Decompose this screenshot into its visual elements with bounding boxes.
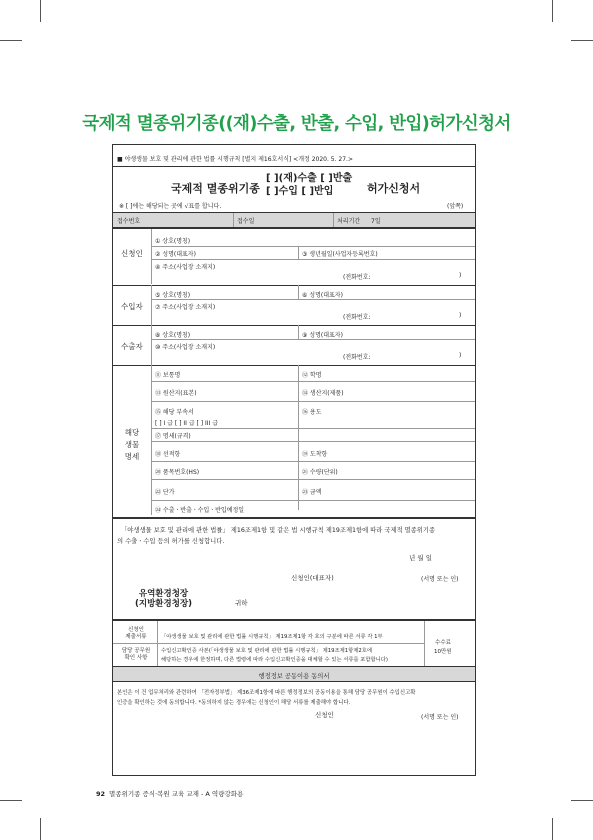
field-production-place: ⑭ 생산지(제품): [302, 390, 344, 397]
field-importer-phone: (전화번호:: [343, 314, 371, 321]
field-importer-phone-close: ): [459, 312, 462, 319]
field-unit-price: ㉒ 단가: [155, 489, 175, 496]
field-arrival-port: ⑲ 도착항: [302, 451, 328, 458]
divider: [151, 479, 475, 480]
divider: [151, 285, 152, 325]
date-line: 년 월 일: [409, 554, 432, 562]
fee-label: 수수료: [435, 640, 451, 646]
check-note: ※ [ ]에는 해당되는 곳에 √표를 합니다.: [119, 203, 222, 210]
page-side: (앞쪽): [447, 203, 464, 210]
docs-label-line: 신청인: [128, 627, 144, 633]
field-exporter-phone: (전화번호:: [343, 354, 371, 361]
receipt-date-label: 접수일: [237, 218, 255, 225]
field-exporter-phone-close: ): [459, 352, 462, 359]
field-importer-representative: ⑥ 성명(대표자): [302, 292, 343, 299]
divider: [151, 500, 475, 501]
page-title: 국제적 멸종위기종((재)수출, 반출, 수입, 반입)허가신청서: [82, 114, 511, 134]
application-form: [112, 144, 476, 776]
field-purpose: ⑯ 용도: [302, 409, 322, 416]
field-importer-company: ⑤ 상호(명칭): [155, 292, 191, 299]
divider: [113, 681, 475, 682]
section-species-line: 해당: [124, 428, 140, 437]
form-title-options: [266, 172, 352, 198]
divider: [113, 365, 475, 366]
docs-label-applicant: [117, 627, 155, 641]
field-quantity: ㉑ 수량(단위): [302, 469, 338, 476]
divider: [151, 339, 475, 340]
divider: [113, 285, 475, 286]
divider: [151, 325, 152, 365]
field-importer-address: ⑦ 주소(사업장 소재지): [155, 304, 216, 311]
crop-mark: [552, 818, 553, 840]
processing-period-value: 7일: [371, 218, 381, 225]
docs-text-official: 해당하는 경우에 한정하며, 다른 법령에 따라 수입신고확인증을 대체할 수 있는 서류를 포함합니다): [161, 657, 388, 663]
form-header-note: ■ 야생생물 보호 및 관리에 관한 법률 시행규칙 [별지 제16호서식] <개정 2020. 5. 27.>: [117, 156, 353, 163]
form-title-left: 국제적 멸종위기종: [171, 182, 260, 195]
crop-mark: [40, 0, 41, 22]
page-number: 92: [96, 790, 106, 798]
crop-mark: [0, 40, 22, 41]
form-title-option-export: [ ](재)수출 [ ]반출: [266, 173, 353, 184]
section-species-line: 명세: [124, 452, 140, 461]
field-loading-port: ⑱ 선적항: [155, 451, 181, 458]
field-appendix-options: [ ] I 급 [ ] II 급 [ ] III 급: [155, 420, 219, 427]
field-address: ④ 주소(사업장 소재지): [155, 264, 216, 271]
fee-value: 10만원: [434, 649, 452, 655]
docs-text-official: 수입신고확인증 사본(「야생생물 보호 및 관리에 관한 법률 시행규칙」 제19조제1항제2호에: [161, 648, 372, 654]
signer-label: 신청인(대표자): [291, 574, 334, 582]
field-birthdate: ③ 생년월일(사업자등록번호): [302, 251, 378, 258]
section-exporter: 수출자: [121, 342, 143, 351]
receipt-no-label: 접수번호: [117, 218, 141, 225]
crop-mark: [0, 800, 22, 801]
divider: [113, 227, 475, 229]
field-scheduled-date: ㉔ 수출ㆍ반출ㆍ수입ㆍ반입예정일: [155, 507, 245, 514]
divider: [113, 517, 475, 519]
section-species: [121, 427, 143, 463]
page-footer: [96, 789, 243, 798]
crop-mark: [552, 0, 553, 22]
divider: [151, 246, 475, 247]
divider: [424, 621, 425, 666]
field-specification: ⑰ 명세(규격): [155, 433, 191, 440]
divider: [298, 365, 299, 510]
divider: [113, 643, 424, 644]
divider: [298, 285, 299, 299]
divider: [298, 325, 299, 339]
divider: [333, 213, 334, 227]
recipient: [135, 589, 192, 609]
consent-text: 본인은 이 건 업무처리와 관련하여 「전자정부법」 제36조제1항에 따른 행정정보의 공동이용을 통해 담당 공무원이 수입신고확: [117, 690, 416, 696]
statement-line: 「야생생물 보호 및 관리에 관한 법률」 제16조제1항 및 같은 법 시행규칙 제19조제1항에 따라 국제적 멸종위기종: [121, 527, 436, 534]
form-title-right: 허가신청서: [367, 182, 421, 195]
processing-period-label: 처리기간: [337, 218, 361, 225]
docs-text-applicant: 「야생생물 보호 및 관리에 관한 법률 시행규칙」 제19조제1항 각 호의 구분에 따른 서류 각 1부: [161, 634, 383, 640]
recipient-line: (지방환경청장): [135, 599, 193, 609]
divider: [113, 325, 475, 326]
divider: [113, 619, 475, 621]
divider: [298, 246, 299, 259]
crop-mark: [571, 40, 593, 41]
form-title-option-import: [ ]수입 [ ]반입: [266, 186, 334, 197]
statement-line: 의 수출ㆍ수입 등의 허가를 신청합니다.: [117, 538, 225, 545]
consent-signer: 신청인: [315, 711, 334, 719]
recipient-line: 유역환경청장: [138, 589, 189, 599]
docs-label-line: 제출서류: [125, 634, 147, 640]
divider: [151, 229, 152, 284]
divider: [113, 212, 475, 213]
field-origin: ⑬ 원산지(표본): [155, 390, 197, 397]
field-phone-close: ): [459, 272, 462, 279]
docs-label-line: 확인 사항: [124, 655, 148, 661]
sign-note: (서명 또는 인): [421, 576, 459, 583]
consent-text: 인증을 확인하는 것에 동의합니다. *동의하지 않는 경우에는 신청인이 해당 서류를 제출해야 합니다.: [117, 700, 351, 706]
divider: [151, 428, 475, 429]
receipt-row-bg: [113, 213, 475, 227]
divider: [151, 381, 475, 382]
divider: [113, 166, 475, 167]
field-common-name: ⑪ 보통명: [155, 372, 181, 379]
section-importer: 수입자: [121, 302, 143, 311]
crop-mark: [40, 818, 41, 840]
section-applicant: 신청인: [121, 249, 143, 258]
docs-label-official: [117, 648, 155, 662]
field-representative: ② 성명(대표자): [155, 251, 196, 258]
crop-mark: [571, 800, 593, 801]
field-appendix: ⑮ 해당 부속서: [155, 409, 194, 416]
consent-title: 행정정보 공동이용 동의서: [258, 673, 330, 680]
field-hs-code: ⑳ 품목번호(HS): [155, 469, 200, 476]
divider: [151, 259, 475, 260]
consent-sign-note: (서명 또는 인): [421, 714, 459, 721]
field-exporter-address: ⑩ 주소(사업장 소재지): [155, 344, 216, 351]
docs-label-line: 담당 공무원: [121, 648, 151, 654]
divider: [151, 299, 475, 300]
recipient-suffix: 귀하: [235, 599, 248, 607]
field-exporter-representative: ⑨ 성명(대표자): [302, 332, 343, 339]
divider: [151, 401, 475, 402]
field-amount: ㉓ 금액: [302, 489, 322, 496]
field-scientific-name: ⑫ 학명: [302, 372, 322, 379]
field-company-name: ① 상호(명칭): [155, 238, 191, 245]
field-exporter-company: ⑧ 상호(명칭): [155, 332, 191, 339]
divider: [151, 365, 152, 515]
divider: [233, 213, 234, 227]
section-species-line: 생물: [124, 440, 140, 449]
field-phone: (전화번호:: [343, 274, 371, 281]
divider: [151, 461, 475, 462]
footer-text: 멸종위기종 증식·복원 교육 교재 - A 역량강화용: [109, 790, 244, 798]
divider: [151, 441, 475, 442]
